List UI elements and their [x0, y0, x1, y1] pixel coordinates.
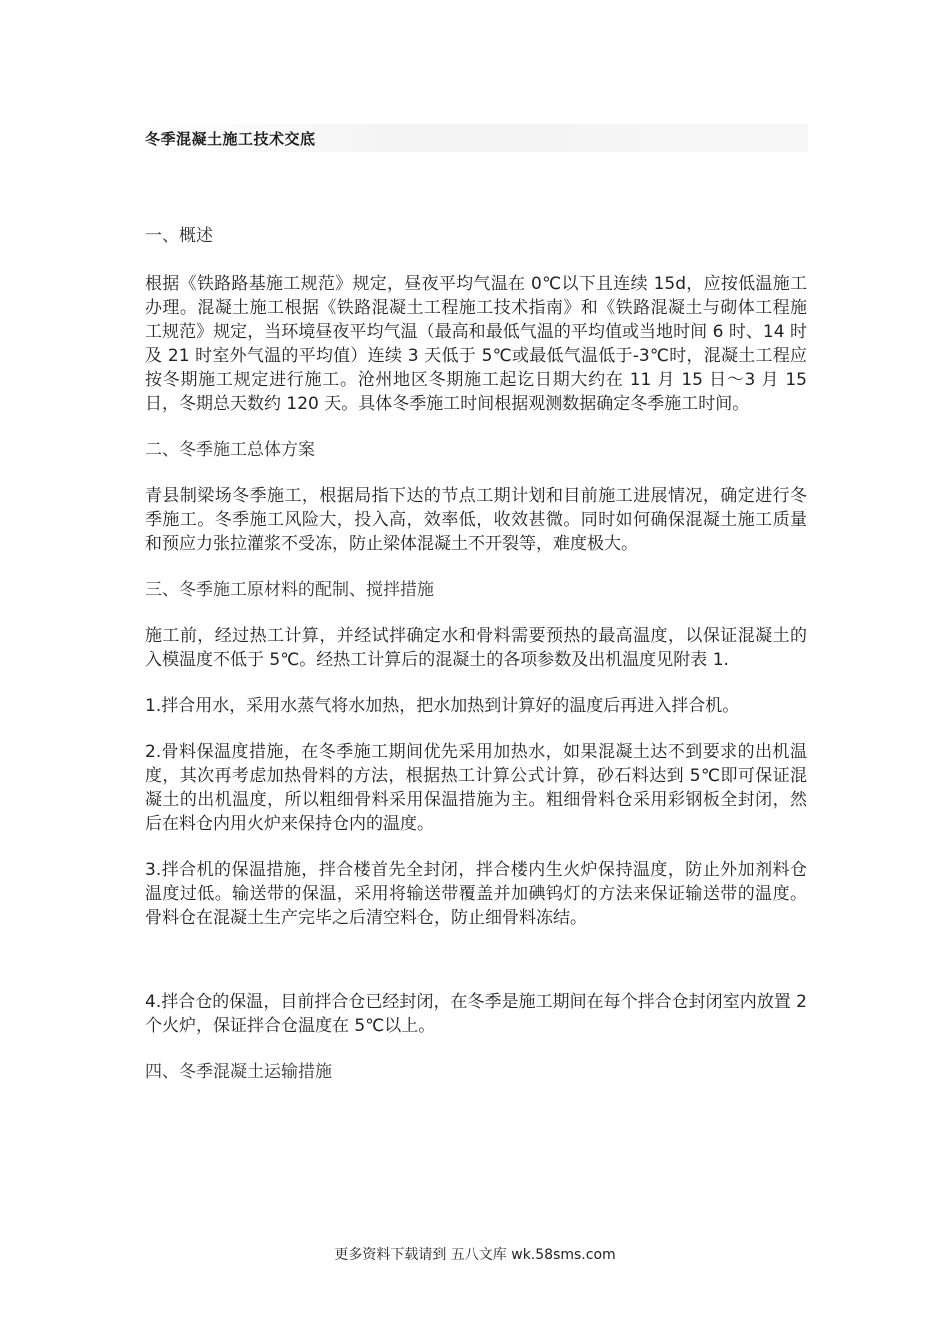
- list-item-water: 1.拌合用水，采用水蒸气将水加热，把水加热到计算好的温度后再进入拌合机。: [145, 696, 740, 716]
- paragraph-plan: 青县制梁场冬季施工，根据局指下达的节点工期计划和目前施工进展情况，确定进行冬季施工。冬季施工风险大，投入高，效率低，收效甚微。同时如何确保混凝土施工质量和预应力张拉灌浆不受冻，防止梁体混凝土不开裂等，难度极大。: [145, 486, 807, 554]
- list-item-mixer: 3.拌合机的保温措施，拌合楼首先全封闭，拌合楼内生火炉保持温度，防止外加剂料仓温度过低。输送带的保温，采用将输送带覆盖并加碘钨灯的方法来保证输送带的温度。骨料仓在混凝土生产完毕之后清空料仓，防止细骨料冻结。: [145, 860, 807, 928]
- document-title: 冬季混凝土施工技术交底: [145, 130, 316, 148]
- section-heading-overview: 一、概述: [145, 226, 213, 246]
- list-item-aggregate: 2.骨料保温度措施，在冬季施工期间优先采用加热水，如果混凝土达不到要求的出机温度，其次再考虑加热骨料的方法，根据热工计算公式计算，砂石料达到 5℃即可保证混凝土的出机温度，所以粗细骨料采用保温措施为主。粗细骨料仓采用彩钢板全封闭，然后在料仓内用火炉来保持仓内的温度。: [145, 742, 807, 834]
- paragraph-overview: 根据《铁路路基施工规范》规定，昼夜平均气温在 0℃以下且连续 15d，应按低温施工办理。混凝土施工根据《铁路混凝土工程施工技术指南》和《铁路混凝土与砌体工程施工规范》规定，当环境昼夜平均气温（最高和最低气温的平均值或当地时间 6 时、14 时及 21 时室外气温的平均值）连续 3 天低于 5℃或最低气温低于-3℃时，混凝土工程应按冬期施工规定进行施工。沧州地区冬期施工起讫日期大约在 11 月 15 日～3 月 15 日，冬期总天数约 120 天。具体冬季施工时间根据观测数据确定冬季施工时间。: [145, 274, 807, 414]
- footer-download-link[interactable]: 更多资料下载请到 五八文库 wk.58sms.com: [334, 1247, 616, 1263]
- section-heading-plan: 二、冬季施工总体方案: [145, 440, 315, 460]
- document-body: [145, 224, 807, 1084]
- section-heading-transport: 四、冬季混凝土运输措施: [145, 1062, 332, 1082]
- list-item-mixing-bin: 4.拌合仓的保温，目前拌合仓已经封闭，在冬季是施工期间在每个拌合仓封闭室内放置 2 个火炉，保证拌合仓温度在 5℃以上。: [145, 992, 807, 1036]
- section-heading-materials: 三、冬季施工原材料的配制、搅拌措施: [145, 580, 434, 600]
- paragraph-materials: 施工前，经过热工计算，并经试拌确定水和骨料需要预热的最高温度，以保证混凝土的入模温度不低于 5℃。经热工计算后的混凝土的各项参数及出机温度见附表 1.: [145, 626, 807, 670]
